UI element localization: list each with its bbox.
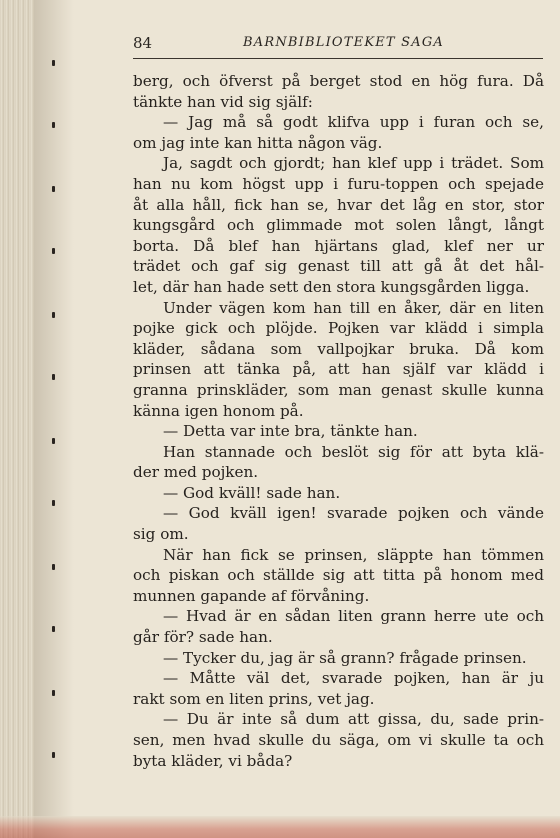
text-line: let, där han hade sett den stora kungsgården ligga. xyxy=(133,277,530,296)
text-line: prinsen att tänka på, att han själf var klädd i xyxy=(133,360,544,379)
text-line: åt alla håll, fick han se, hvar det låg en stor, stor xyxy=(133,195,544,214)
text-line: — Tycker du, jag är så grann? frågade prinsen. xyxy=(163,648,527,667)
page-edge xyxy=(0,0,34,838)
text-line: der med pojken. xyxy=(133,463,259,482)
running-title: BARNBIBLIOTEKET SAGA xyxy=(243,35,445,50)
text-line: — Jag må så godt klifva upp i furan och se, xyxy=(163,113,544,132)
text-line: sig om. xyxy=(133,525,189,544)
text-line: rakt som en liten prins, vet jag. xyxy=(133,689,375,708)
text-line: om jag inte kan hitta någon väg. xyxy=(133,133,383,152)
page-number: 84 xyxy=(133,34,153,52)
text-line: — Du är inte så dum att gissa, du, sade prin- xyxy=(163,710,544,729)
text-line: trädet och gaf sig genast till att gå åt det hål- xyxy=(133,257,544,276)
text-line: munnen gapande af förvåning. xyxy=(133,586,370,605)
text-line: — God kväll! sade han. xyxy=(163,483,341,502)
text-line: byta kläder, vi båda? xyxy=(133,751,293,770)
text-line: går för? sade han. xyxy=(133,628,273,647)
text-line: Ja, sagdt och gjordt; han klef upp i trädet. Som xyxy=(163,154,544,173)
text-line: tänkte han vid sig själf: xyxy=(133,92,313,111)
text-line: — Hvad är en sådan liten grann herre ute och xyxy=(163,607,544,626)
page-header xyxy=(133,34,543,52)
text-line: kungsgård och glimmade mot solen långt, långt xyxy=(133,216,544,235)
text-line: pojke gick och plöjde. Pojken var klädd i simpla xyxy=(133,319,544,338)
text-line: — Måtte väl det, svarade pojken, han är ju xyxy=(163,669,544,688)
text-line: han nu kom högst upp i furu-toppen och spejade xyxy=(133,174,544,193)
text-line: — Detta var inte bra, tänkte han. xyxy=(163,422,418,441)
header-rule xyxy=(133,58,543,59)
text-line: kläder, sådana som vallpojkar bruka. Då kom xyxy=(133,339,544,358)
text-line: borta. Då blef han hjärtans glad, klef ner ur xyxy=(133,236,544,255)
text-line: sen, men hvad skulle du säga, om vi skulle ta och xyxy=(133,731,544,749)
text-line: granna prinskläder, som man genast skulle kunna xyxy=(133,380,544,399)
text-line: berg, och öfverst på berget stod en hög fura. Då xyxy=(133,72,544,90)
text-line: Han stannade och beslöt sig för att byta klä- xyxy=(163,442,544,461)
page-bottom-edge xyxy=(0,816,560,838)
text-line: När han fick se prinsen, släppte han tömmen xyxy=(163,545,544,564)
text-line: känna igen honom på. xyxy=(133,401,304,420)
body-text xyxy=(133,71,544,771)
text-line: Under vägen kom han till en åker, där en liten xyxy=(163,298,544,317)
text-line: — God kväll igen! svarade pojken och vände xyxy=(163,504,544,523)
text-line: och piskan och ställde sig att titta på honom med xyxy=(133,566,544,585)
